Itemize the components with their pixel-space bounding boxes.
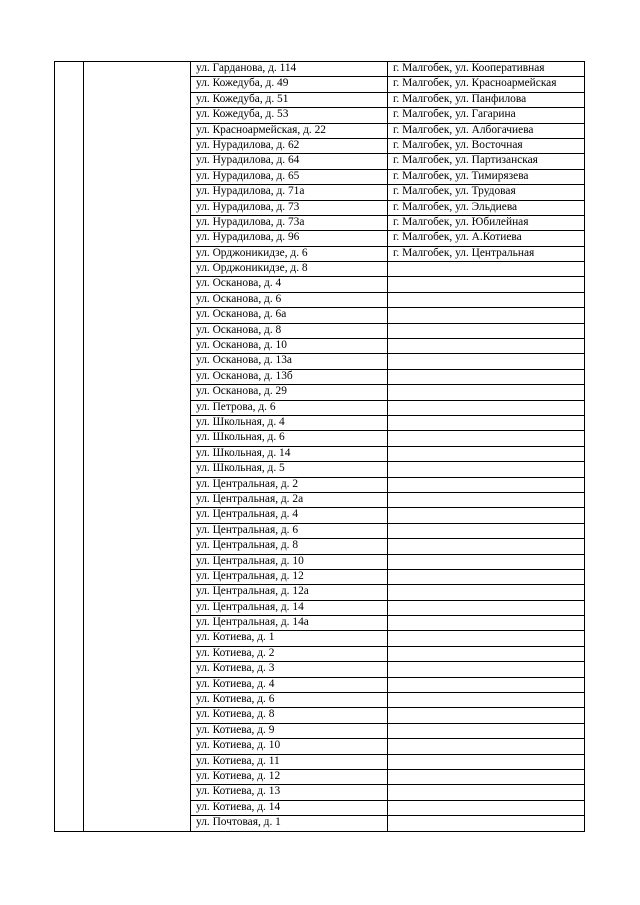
- city-street-cell: г. Малгобек, ул. Тимирязева: [388, 169, 585, 184]
- city-street-cell: [388, 415, 585, 430]
- address-cell: ул. Осканова, д. 4: [191, 277, 388, 292]
- address-cell: ул. Котиева, д. 11: [191, 754, 388, 769]
- city-street-cell: [388, 769, 585, 784]
- city-street-cell: [388, 462, 585, 477]
- city-street-cell: г. Малгобек, ул. Юбилейная: [388, 215, 585, 230]
- address-cell: ул. Нурадилова, д. 64: [191, 154, 388, 169]
- address-cell: ул. Котиева, д. 12: [191, 769, 388, 784]
- address-cell: ул. Осканова, д. 6а: [191, 308, 388, 323]
- address-cell: ул. Нурадилова, д. 71а: [191, 185, 388, 200]
- city-street-cell: [388, 277, 585, 292]
- address-table-body: [55, 62, 585, 832]
- city-street-cell: г. Малгобек, ул. А.Котиева: [388, 231, 585, 246]
- address-cell: ул. Осканова, д. 29: [191, 385, 388, 400]
- address-cell: ул. Центральная, д. 6: [191, 523, 388, 538]
- address-cell: ул. Почтовая, д. 1: [191, 816, 388, 831]
- address-cell: ул. Нурадилова, д. 73: [191, 200, 388, 215]
- table-row: [55, 62, 585, 77]
- address-cell: ул. Центральная, д. 12: [191, 569, 388, 584]
- address-cell: ул. Котиева, д. 1: [191, 631, 388, 646]
- city-street-cell: [388, 292, 585, 307]
- address-cell: ул. Школьная, д. 5: [191, 462, 388, 477]
- address-cell: ул. Котиева, д. 14: [191, 800, 388, 815]
- address-cell: ул. Нурадилова, д. 96: [191, 231, 388, 246]
- city-street-cell: [388, 385, 585, 400]
- city-street-cell: [388, 431, 585, 446]
- city-street-cell: [388, 446, 585, 461]
- address-cell: ул. Осканова, д. 10: [191, 339, 388, 354]
- address-cell: ул. Котиева, д. 4: [191, 677, 388, 692]
- city-street-cell: г. Малгобек, ул. Кооперативная: [388, 62, 585, 77]
- city-street-cell: [388, 539, 585, 554]
- address-cell: ул. Центральная, д. 2а: [191, 492, 388, 507]
- city-street-cell: г. Малгобек, ул. Партизанская: [388, 154, 585, 169]
- address-cell: ул. Осканова, д. 8: [191, 323, 388, 338]
- city-street-cell: [388, 554, 585, 569]
- address-cell: ул. Осканова, д. 13б: [191, 369, 388, 384]
- address-cell: ул. Нурадилова, д. 62: [191, 138, 388, 153]
- address-cell: ул. Центральная, д. 8: [191, 539, 388, 554]
- city-street-cell: г. Малгобек, ул. Эльдиева: [388, 200, 585, 215]
- city-street-cell: [388, 339, 585, 354]
- city-street-cell: [388, 477, 585, 492]
- address-cell: ул. Гарданова, д. 114: [191, 62, 388, 77]
- address-cell: ул. Котиева, д. 9: [191, 723, 388, 738]
- city-street-cell: [388, 354, 585, 369]
- city-street-cell: [388, 523, 585, 538]
- city-street-cell: г. Малгобек, ул. Албогачиева: [388, 123, 585, 138]
- city-street-cell: [388, 400, 585, 415]
- address-cell: ул. Котиева, д. 8: [191, 708, 388, 723]
- address-table: [54, 61, 585, 832]
- city-street-cell: [388, 816, 585, 831]
- address-cell: ул. Центральная, д. 14: [191, 600, 388, 615]
- city-street-cell: [388, 616, 585, 631]
- address-cell: ул. Орджоникидзе, д. 8: [191, 262, 388, 277]
- address-cell: ул. Центральная, д. 14а: [191, 616, 388, 631]
- city-street-cell: г. Малгобек, ул. Панфилова: [388, 92, 585, 107]
- city-street-cell: [388, 631, 585, 646]
- city-street-cell: г. Малгобек, ул. Красноармейская: [388, 77, 585, 92]
- address-cell: ул. Центральная, д. 10: [191, 554, 388, 569]
- city-street-cell: [388, 569, 585, 584]
- city-street-cell: [388, 508, 585, 523]
- city-street-cell: г. Малгобек, ул. Трудовая: [388, 185, 585, 200]
- address-cell: ул. Центральная, д. 2: [191, 477, 388, 492]
- city-street-cell: [388, 754, 585, 769]
- address-cell: ул. Орджоникидзе, д. 6: [191, 246, 388, 261]
- number-column-cell: [55, 62, 84, 832]
- address-cell: ул. Кожедуба, д. 51: [191, 92, 388, 107]
- address-cell: ул. Школьная, д. 4: [191, 415, 388, 430]
- address-cell: ул. Нурадилова, д. 73а: [191, 215, 388, 230]
- address-cell: ул. Центральная, д. 4: [191, 508, 388, 523]
- city-street-cell: [388, 693, 585, 708]
- city-street-cell: [388, 262, 585, 277]
- city-street-cell: [388, 600, 585, 615]
- address-cell: ул. Осканова, д. 13а: [191, 354, 388, 369]
- city-street-cell: [388, 677, 585, 692]
- city-street-cell: [388, 492, 585, 507]
- city-street-cell: [388, 708, 585, 723]
- address-cell: ул. Кожедуба, д. 53: [191, 108, 388, 123]
- city-street-cell: [388, 308, 585, 323]
- address-cell: ул. Нурадилова, д. 65: [191, 169, 388, 184]
- address-cell: ул. Кожедуба, д. 49: [191, 77, 388, 92]
- city-street-cell: [388, 800, 585, 815]
- address-cell: ул. Петрова, д. 6: [191, 400, 388, 415]
- city-street-cell: [388, 585, 585, 600]
- address-cell: ул. Котиева, д. 2: [191, 646, 388, 661]
- address-cell: ул. Школьная, д. 6: [191, 431, 388, 446]
- city-street-cell: [388, 662, 585, 677]
- city-street-cell: [388, 323, 585, 338]
- address-cell: ул. Школьная, д. 14: [191, 446, 388, 461]
- address-cell: ул. Котиева, д. 10: [191, 739, 388, 754]
- address-cell: ул. Центральная, д. 12а: [191, 585, 388, 600]
- address-cell: ул. Котиева, д. 13: [191, 785, 388, 800]
- city-street-cell: [388, 785, 585, 800]
- address-cell: ул. Котиева, д. 6: [191, 693, 388, 708]
- city-street-cell: [388, 646, 585, 661]
- address-cell: ул. Осканова, д. 6: [191, 292, 388, 307]
- settlement-column-cell: [84, 62, 191, 832]
- city-street-cell: [388, 369, 585, 384]
- city-street-cell: [388, 739, 585, 754]
- city-street-cell: [388, 723, 585, 738]
- address-cell: ул. Красноармейская, д. 22: [191, 123, 388, 138]
- address-cell: ул. Котиева, д. 3: [191, 662, 388, 677]
- city-street-cell: г. Малгобек, ул. Восточная: [388, 138, 585, 153]
- city-street-cell: г. Малгобек, ул. Гагарина: [388, 108, 585, 123]
- city-street-cell: г. Малгобек, ул. Центральная: [388, 246, 585, 261]
